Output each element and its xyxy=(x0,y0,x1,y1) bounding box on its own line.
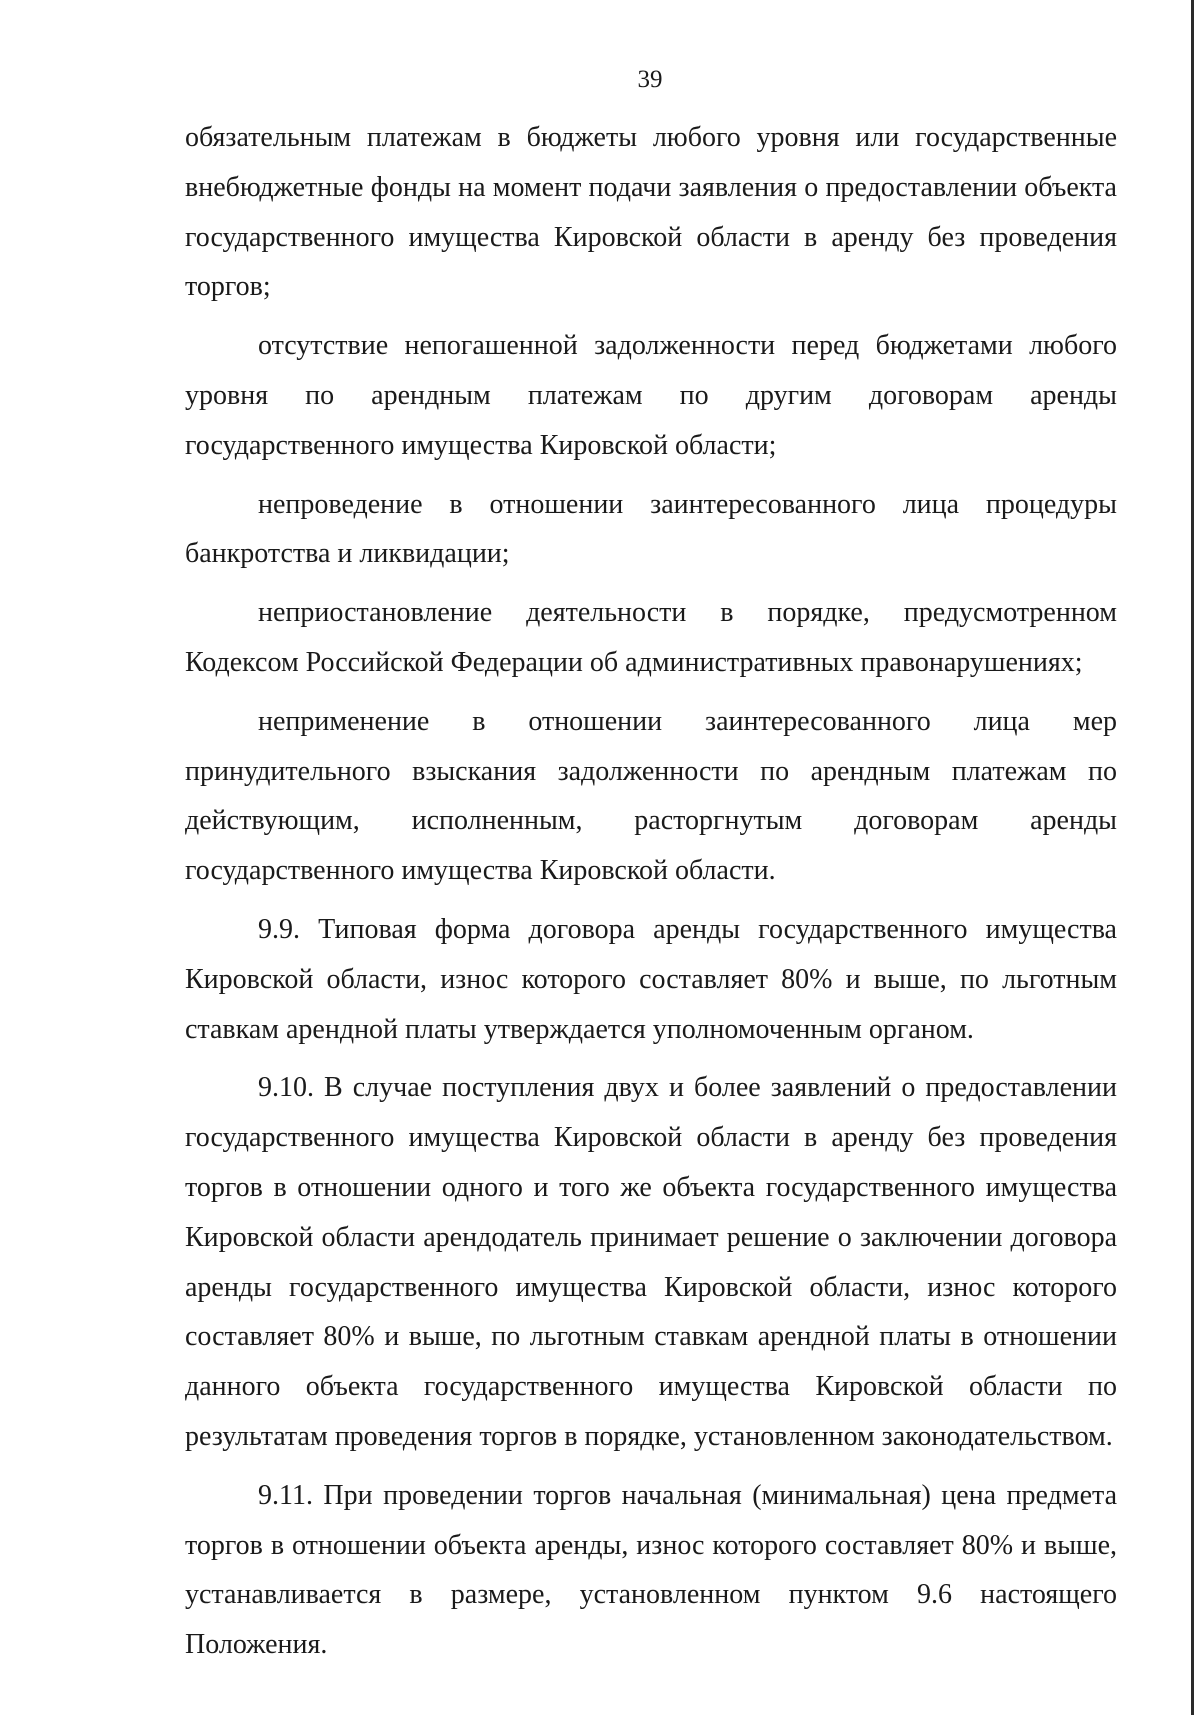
paragraph-9-10: 9.10. В случае поступления двух и более заявлений о предоставлении государственного имущества Кировской области в аренду без проведения торгов в отношении одного и того же объекта государственного имущества Кировской области арендодатель принимает решение о заключении договора аренды государственного имущества Кировской области, износ которого составляет 80% и выше, по льготным ставкам арендной платы в отношении данного объекта государственного имущества Кировской области по результатам проведения торгов в порядке, установленном законодательством. xyxy=(185,1072,1117,1452)
paragraph-no-debt: отсутствие непогашенной задолженности перед бюджетами любого уровня по арендным платежам по другим договорам аренды государственного имущества Кировской области; xyxy=(185,330,1117,461)
page-number: 39 xyxy=(637,66,663,93)
paragraph-continuation: обязательным платежам в бюджеты любого уровня или государственные внебюджетные фонды на момент подачи заявления о предоставлении объекта государственного имущества Кировской области в аренду без проведения торгов; xyxy=(185,122,1117,303)
paragraph-no-bankruptcy: непроведение в отношении заинтересованного лица процедуры банкротства и ликвидации; xyxy=(185,488,1117,570)
paragraph-9-11: 9.11. При проведении торгов начальная (минимальная) цена предмета торгов в отношении объекта аренды, износ которого составляет 80% и выше, устанавливается в размере, установленном пунктом 9.6 настоящего Положения. xyxy=(185,1479,1117,1661)
paragraph-no-enforcement: неприменение в отношении заинтересованного лица мер принудительного взыскания задолженности по арендным платежам по действующим, исполненным, расторгнутым договорам аренды государственного имущества Кировской области. xyxy=(185,705,1117,887)
paragraph-9-9: 9.9. Типовая форма договора аренды государственного имущества Кировской области, износ которого составляет 80% и выше, по льготным ставкам арендной платы утверждается уполномоченным органом. xyxy=(185,913,1117,1045)
page-edge-divider xyxy=(1191,0,1194,1715)
document-body xyxy=(185,113,1117,1670)
paragraph-no-suspension: неприостановление деятельности в порядке, предусмотренном Кодексом Российской Федерации об административных правонарушениях; xyxy=(185,597,1117,678)
